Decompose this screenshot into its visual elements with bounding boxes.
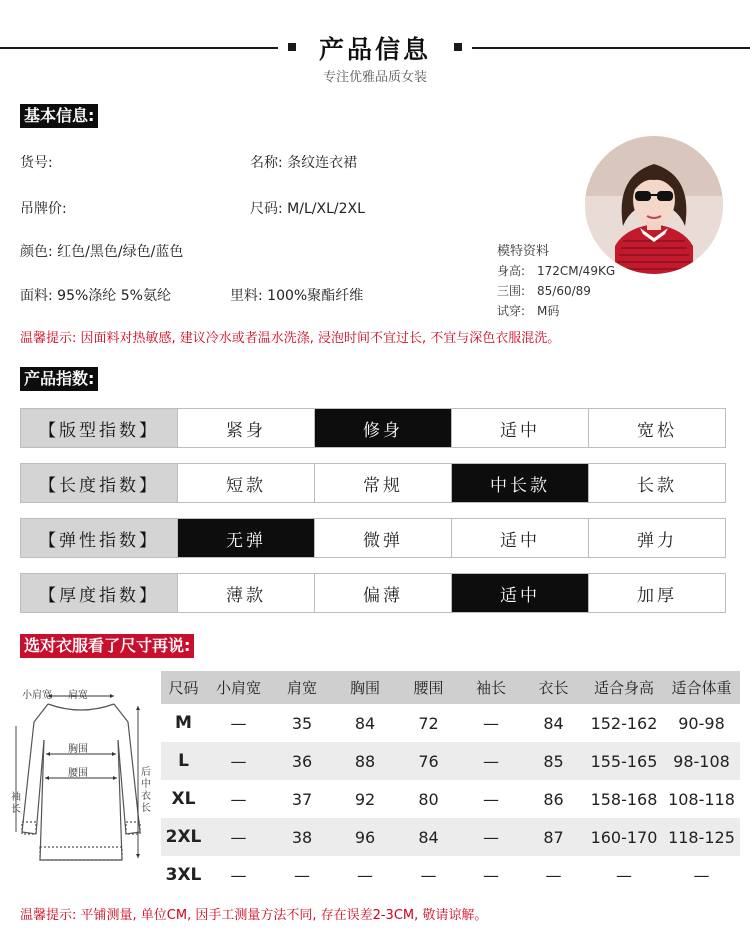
table-cell: — — [483, 713, 499, 733]
table-cell: — — [230, 789, 247, 809]
fit-option-regular: 适中 — [452, 409, 589, 447]
model-measure-value: 85/60/89 — [537, 284, 591, 298]
table-cell: 85 — [522, 742, 585, 780]
col-header-waist: 腰围 — [397, 671, 460, 704]
table-row — [161, 818, 740, 856]
table-cell: — — [483, 865, 499, 885]
size-chart-heading: 选对衣服看了尺寸再说: — [20, 634, 194, 658]
product-name: 名称: 条纹连衣裙 — [250, 155, 358, 171]
table-cell: XL — [171, 789, 196, 809]
elasticity-index-row — [20, 518, 726, 558]
table-row — [161, 780, 740, 818]
fabric-info: 面料: 95%涤纶 5%氨纶 — [20, 288, 171, 304]
table-cell: 36 — [271, 742, 333, 780]
length-option-long: 长款 — [637, 475, 677, 496]
table-cell: 92 — [354, 789, 376, 809]
table-cell: — — [230, 865, 247, 885]
table-cell: 160-170 — [585, 818, 663, 856]
table-cell: 76 — [397, 742, 460, 780]
table-cell: 84 — [543, 713, 564, 733]
table-cell: 96 — [333, 818, 397, 856]
model-try-row — [497, 302, 559, 319]
size-table — [161, 671, 740, 894]
thickness-index-label: 【厚度指数】 — [21, 574, 178, 612]
garment-label-shoulder: 肩宽 — [68, 690, 88, 701]
table-cell: 88 — [333, 742, 397, 780]
table-cell: 98-108 — [663, 742, 740, 780]
header-divider-right — [472, 47, 750, 49]
model-try-label: 试穿: — [497, 304, 526, 318]
table-cell: M — [175, 713, 192, 733]
table-cell: 118-125 — [663, 818, 740, 856]
table-cell: — — [460, 818, 522, 856]
table-cell: 155-165 — [585, 742, 663, 780]
tag-price: 吊牌价: — [20, 201, 67, 217]
length-option-short: 短款 — [178, 464, 315, 502]
col-header-fit-height: 适合身高 — [585, 671, 663, 704]
elasticity-index-label: 【弹性指数】 — [21, 519, 178, 557]
product-index-heading: 产品指数: — [20, 367, 98, 391]
col-header-fit-weight: 适合体重 — [663, 671, 740, 704]
elasticity-option-none: 无弹 — [178, 519, 315, 557]
garment-diagram — [10, 682, 152, 882]
table-cell: — — [294, 865, 310, 885]
elasticity-option-stretch: 弹力 — [637, 530, 677, 551]
table-cell: 86 — [543, 789, 564, 809]
col-header-shoulder: 肩宽 — [271, 671, 333, 704]
care-warning: 温馨提示: 因面料对热敏感, 建议冷水或者温水洗涤, 浸泡时间不宜过长, 不宜与深色衣服混洗。 — [20, 331, 561, 346]
table-cell: L — [161, 742, 206, 780]
table-cell: — — [460, 742, 522, 780]
model-measure-label: 三围: — [497, 284, 526, 298]
table-cell: — — [545, 865, 562, 885]
model-avatar — [585, 136, 723, 274]
table-cell: 80 — [418, 789, 439, 809]
model-measure-row — [497, 282, 591, 299]
col-header-chest: 胸围 — [333, 671, 397, 704]
length-option-regular: 常规 — [315, 464, 452, 502]
garment-label-small-shoulder: 小肩宽 — [22, 690, 52, 701]
length-index-label: 【长度指数】 — [21, 464, 178, 502]
model-height-value: 172CM/49KG — [537, 264, 616, 278]
fit-index-row — [20, 408, 726, 448]
col-header-length: 衣长 — [522, 671, 585, 704]
table-row — [161, 742, 740, 780]
garment-label-chest: 胸围 — [68, 744, 88, 755]
table-cell: — — [420, 865, 437, 885]
size-table-header — [161, 671, 740, 704]
table-cell: — — [206, 818, 271, 856]
color-options: 颜色: 红色/黑色/绿色/蓝色 — [20, 244, 184, 260]
thickness-option-thin: 薄款 — [178, 574, 315, 612]
fit-index-label: 【版型指数】 — [21, 409, 178, 447]
elasticity-option-moderate: 适中 — [452, 519, 589, 557]
table-cell: 158-168 — [590, 789, 658, 809]
garment-label-sleeve: 袖长 — [11, 792, 21, 815]
table-cell: — — [483, 789, 499, 809]
model-info-title: 模特资料 — [497, 244, 550, 259]
table-cell: 3XL — [165, 865, 202, 885]
table-cell: — — [357, 865, 373, 885]
table-row — [161, 704, 740, 742]
col-header-small-shoulder: 小肩宽 — [206, 671, 271, 704]
table-cell: 35 — [291, 713, 313, 733]
length-option-midlong: 中长款 — [452, 464, 589, 502]
table-cell: 72 — [418, 713, 439, 733]
header-divider-left — [0, 47, 278, 49]
thickness-option-thick: 加厚 — [637, 585, 677, 606]
model-portrait-image — [585, 136, 723, 274]
table-cell: — — [230, 713, 247, 733]
header-dot-right — [454, 43, 462, 51]
col-header-size: 尺码 — [161, 671, 206, 704]
basic-info-heading: 基本信息: — [20, 104, 98, 128]
garment-label-waist: 腰围 — [68, 768, 88, 779]
size-options: 尺码: M/L/XL/2XL — [250, 201, 365, 217]
table-row — [161, 856, 740, 894]
table-cell: 108-118 — [668, 789, 735, 809]
table-cell: 38 — [271, 818, 333, 856]
table-cell: — — [616, 865, 632, 885]
model-try-value: M码 — [537, 304, 560, 318]
measure-warning: 温馨提示: 平铺测量, 单位CM, 因手工测量方法不同, 存在误差2-3CM, 敬请谅解。 — [20, 908, 488, 923]
thickness-index-row — [20, 573, 726, 613]
thickness-option-medium: 适中 — [452, 574, 589, 612]
item-number: 货号: — [20, 155, 53, 171]
table-cell: 90-98 — [678, 713, 725, 733]
model-height-row — [497, 262, 615, 279]
table-cell: 152-162 — [590, 713, 658, 733]
table-cell: 87 — [522, 818, 585, 856]
table-cell: 84 — [354, 713, 376, 733]
page-title: 产品信息 — [318, 35, 431, 64]
table-cell: 2XL — [161, 818, 206, 856]
fit-option-tight: 紧身 — [178, 409, 315, 447]
model-height-label: 身高: — [497, 264, 526, 278]
fit-option-slim: 修身 — [315, 409, 452, 447]
table-cell: — — [206, 742, 271, 780]
header-dot-left — [288, 43, 296, 51]
col-header-sleeve: 袖长 — [460, 671, 522, 704]
fit-option-loose: 宽松 — [637, 420, 677, 441]
page-subtitle: 专注优雅品质女装 — [322, 70, 427, 85]
garment-label-length: 后中衣长 — [141, 767, 151, 814]
table-cell: 84 — [397, 818, 460, 856]
table-cell: — — [693, 865, 710, 885]
lining-info: 里料: 100%聚酯纤维 — [230, 288, 364, 304]
dress-outline-diagram — [10, 682, 152, 882]
elasticity-option-slight: 微弹 — [315, 519, 452, 557]
table-cell: 37 — [291, 789, 313, 809]
length-index-row — [20, 463, 726, 503]
thickness-option-lightish: 偏薄 — [315, 574, 452, 612]
